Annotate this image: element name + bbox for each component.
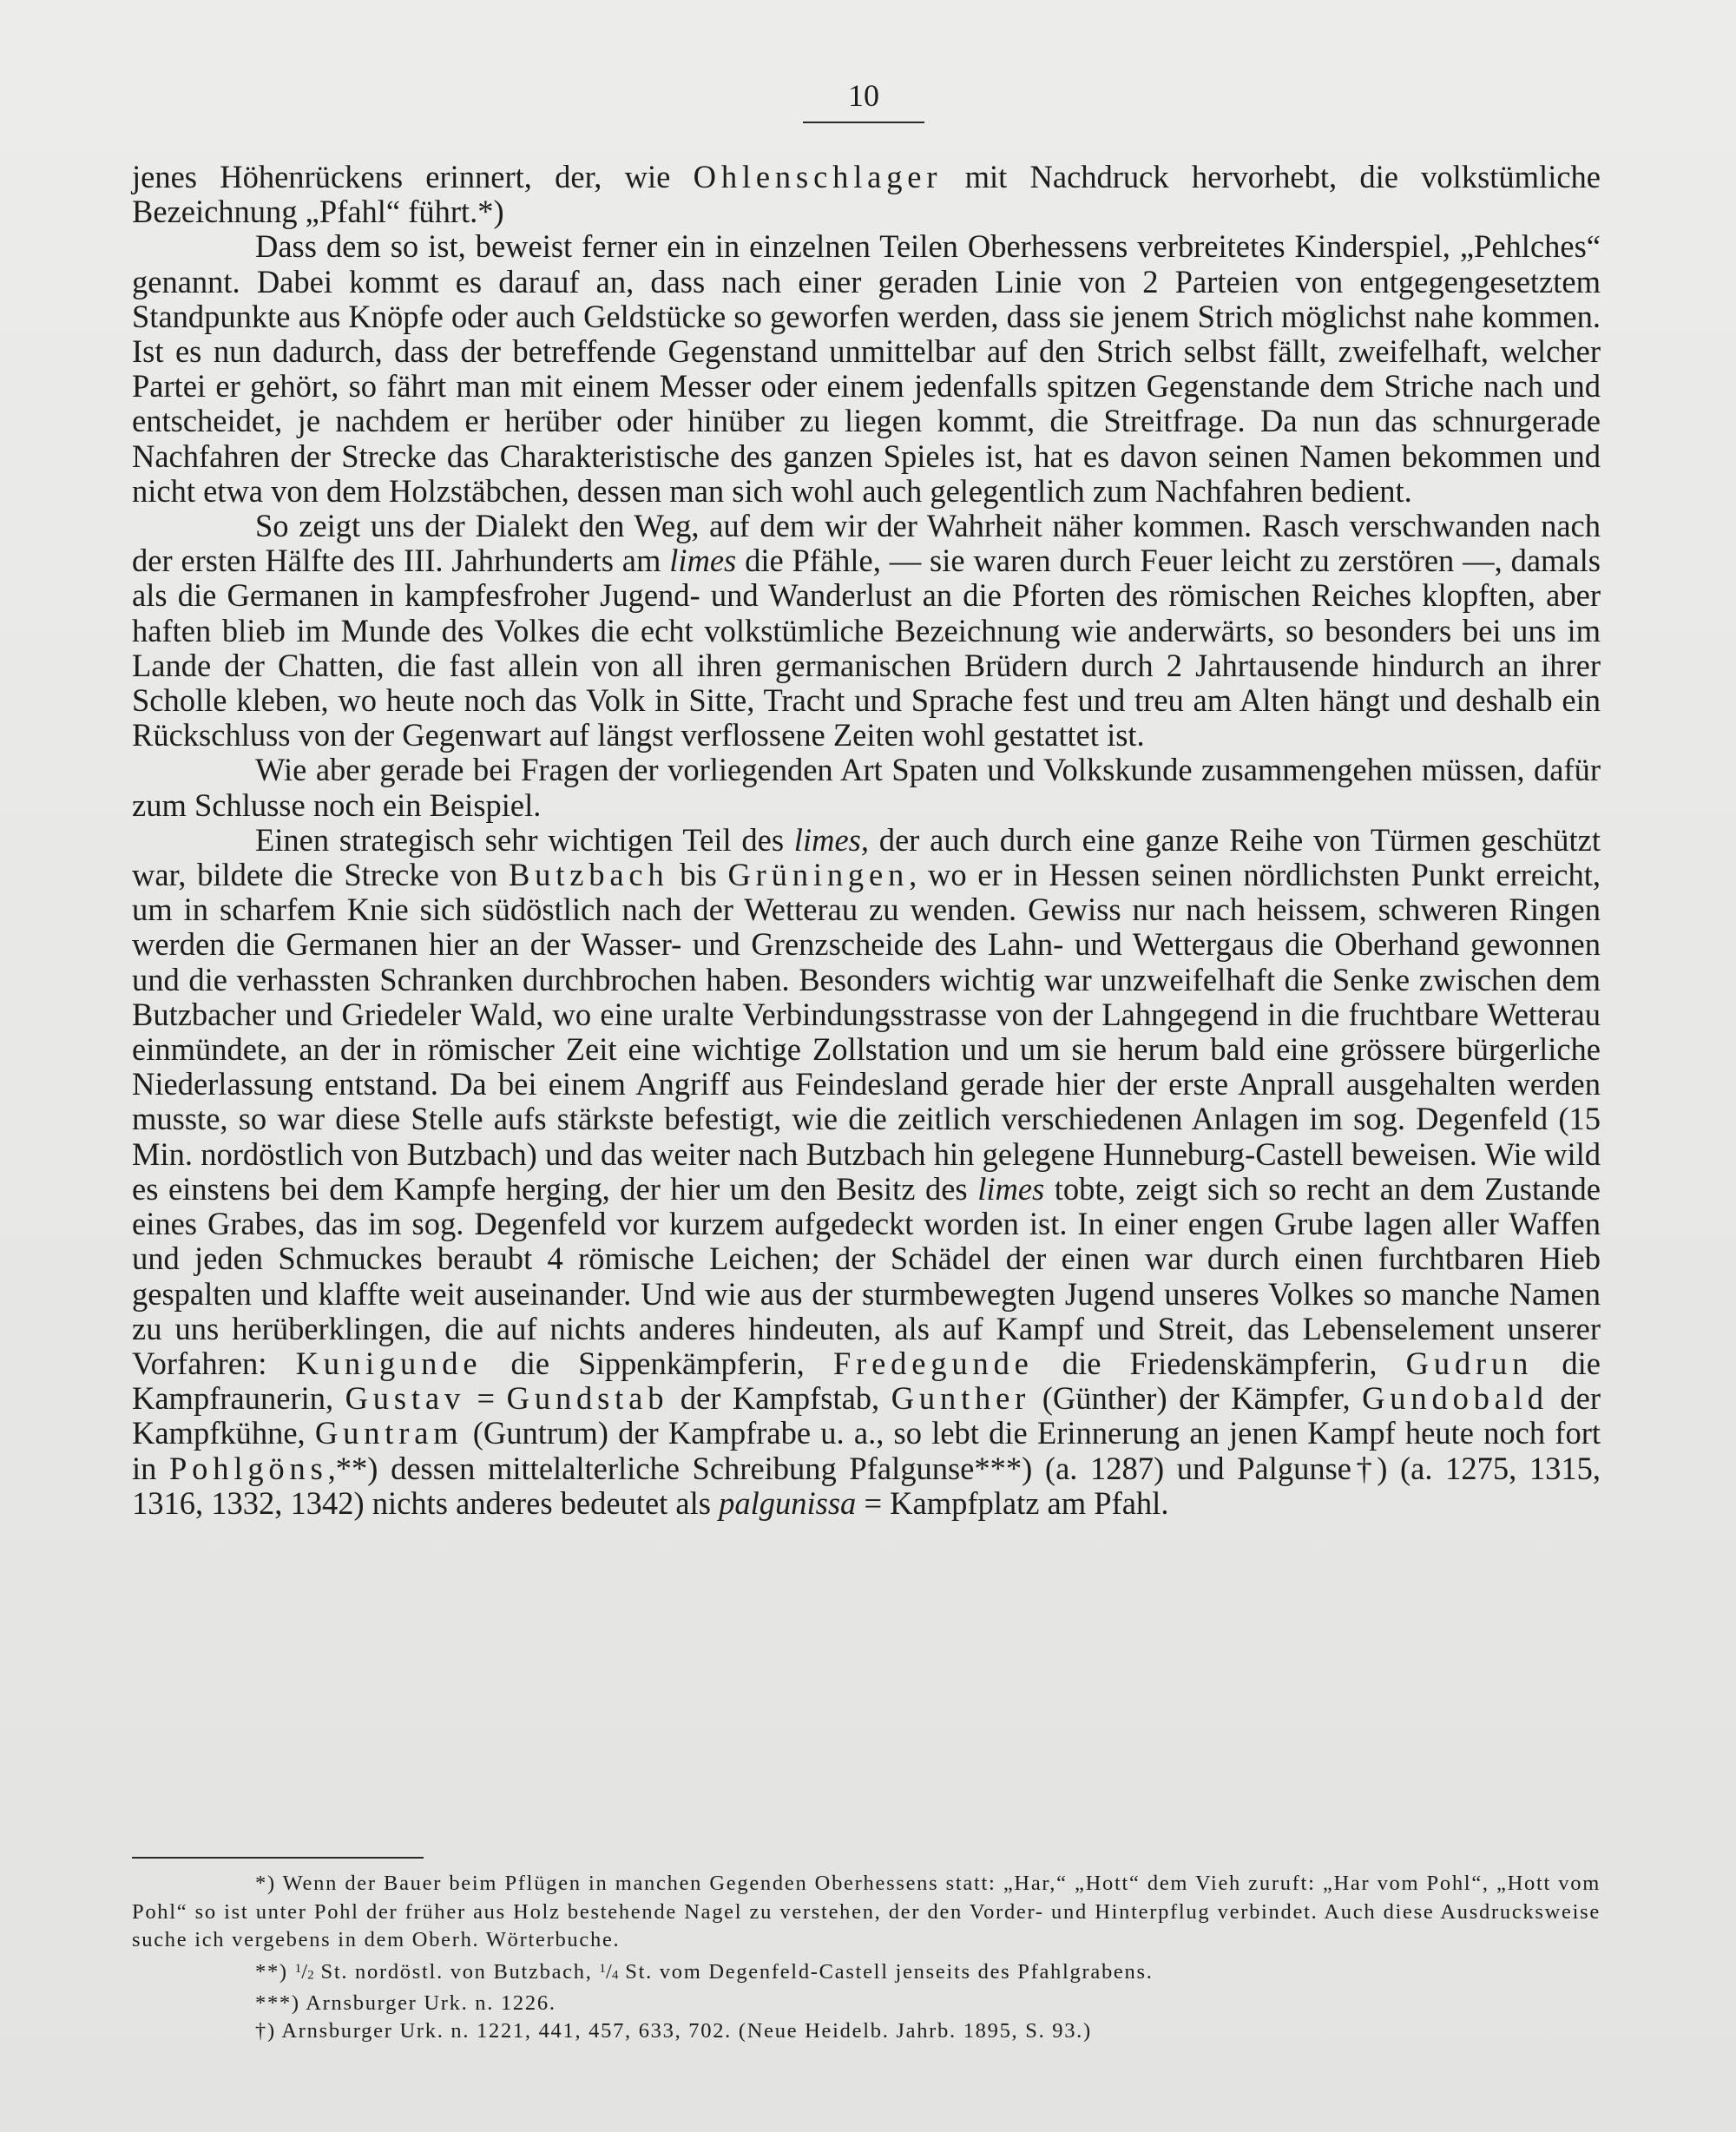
text-run: die Pfähle, — sie waren durch Feuer leicht zu zerstören —, damals als die Germanen in kampfesfroher Jugend- und Wanderlust an die Pforten des römischen Reiches klopften, aber haften blieb im Munde des Volkes die echt volkstümliche Bezeichnung wie anderwärts, so besonders bei uns im Lande der Chatten, die fast allein von all ihren germanischen Brüdern durch 2 Jahrtausende hindurch an ihrer Scholle kleben, wo heute noch das Volk in Sitte, Tracht und Sprache fest und treu am Alten hängt und deshalb ein Rückschluss von der Gegenwart auf längst verflossene Zeiten wohl gestattet ist. — [132, 543, 1601, 753]
spaced-name: Gudrun — [1405, 1345, 1534, 1381]
fraction-numerator: 1 — [294, 1960, 302, 1976]
footnote-3 — [132, 1990, 1601, 2018]
text-run: †) Arnsburger Urk. n. 1221, 441, 457, 633, 702. (Neue Heidelb. Jahrb. 1895, S. 93.) — [255, 2019, 1092, 2043]
text-run: die Sippenkämpferin, — [482, 1345, 833, 1381]
spaced-name: Gundobald — [1362, 1380, 1549, 1417]
text-run: der auch durch eine ganze Reihe von Türmen geschützt war, bildete die Strecke von — [132, 821, 1601, 893]
italic-term: palgunissa — [719, 1484, 857, 1521]
text-run: (Günther) der Kämpfer, — [1030, 1380, 1363, 1417]
text-run: *) Wenn der Bauer beim Pflügen in manchen Gegenden Oberhessens statt: „Har,“ „Hott“ dem Vieh zuruft: „Har vom Pohl“, „Hott vom Pohl“ so ist unter Pohl der früher aus Holz bestehende Nagel zu verstehen, der den Vorder- und Hinterpflug verbindet. Auch diese Ausdrucksweise suche ich vergebens in dem Oberh. Wörterbuche. — [132, 1872, 1601, 1951]
fraction-slash: / — [301, 1959, 308, 1984]
text-run: = — [465, 1380, 507, 1417]
page-number: 10 — [848, 78, 879, 113]
text-run: **) — [255, 1959, 295, 1984]
paragraph-2 — [132, 229, 1601, 509]
spaced-name: Ohlenschlager — [693, 159, 943, 194]
text-run: = Kampfplatz am Pfahl. — [856, 1484, 1169, 1521]
text-run: , wo er in Hessen seinen nördlichsten Punkt erreicht, um in scharfem Knie sich südöstlich nach der Wetterau zu wenden. Gewiss nur nach heissem, schweren Ringen werden die Germanen hier an der Wasser- und Grenzscheide des Lahn- und Wettergaus die Oberhand gewonnen und die verhassten Schranken durchbrochen haben. Besonders wichtig war unzweifelhaft die Senke zwischen dem Butzbacher und Griedeler Wald, wo eine uralte Verbindungsstrasse von der Lahngegend in die fruchtbare Wetterau einmündete, an der in römischer Zeit eine wichtige Zollstation und um sie herum bald eine grössere bürgerliche Niederlassung entstand. Da bei einem Angriff aus Feindesland gerade hier der erste Anprall ausgehalten werden musste, so war diese Stelle aufs stärkste befestigt, wie die zeitlich verschiedenen Anlagen im sog. Degenfeld (15 Min. nordöstlich von Butzbach) und das weiter nach Butzbach hin gelegene Hunneburg-Castell beweisen. Wie wild es einstens bei dem Kampfe herging, der hier um den Besitz des — [132, 857, 1601, 1207]
text-run: So zeigt uns der Dialekt den Weg, auf dem wir der Wahrheit näher kommen. Rasch verschwanden nach der ersten Hälfte des III. Jahrhunderts am — [132, 508, 1601, 579]
paragraph-4 — [132, 753, 1601, 822]
italic-term: limes — [977, 1170, 1045, 1207]
text-run: die Kampfraunerin, — [132, 1345, 1601, 1417]
page-number-rule — [803, 122, 924, 123]
text-run: Dass dem so ist, beweist ferner ein in einzelnen Teilen Oberhessens verbreitetes Kinderspiel, „Pehlches“ genannt. Dabei kommt es darauf an, dass nach einer geraden Linie von 2 Parteien von entgegengesetztem Standpunkte aus Knöpfe oder auch Geldstücke so geworfen werden, dass sie jenem Strich möglichst nahe kommen. Ist es nun dadurch, dass der betreffende Gegenstand unmittelbar auf den Strich selbst fällt, zweifelhaft, welcher Partei er gehört, so fährt man mit einem Messer oder einem jedenfalls spitzen Gegenstande dem Striche nach und entscheidet, je nachdem er herüber oder hinüber zu liegen kommt, die Streitfrage. Da nun das schnurgerade Nachfahren der Strecke das Charakteristische des ganzen Spieles ist, hat es davon seinen Namen bekommen und nicht etwa von dem Holzstäbchen, dessen man sich wohl auch gelegentlich zum Nachfahren bedient. — [132, 228, 1601, 509]
spaced-name: Guntram — [314, 1415, 464, 1451]
paragraph-3 — [132, 509, 1601, 753]
spaced-name: Gunther — [891, 1380, 1031, 1417]
text-run: ,**) dessen mittelalterliche Schreibung Pfalgunse***) (a. 1287) und Palgunse†) (a. 1275, 1315, 1316, 1332, 1342) nichts anderes bedeutet als — [132, 1450, 1601, 1521]
text-run: (Guntrum) der Kampfrabe u. a., so lebt die Erinnerung an jenen Kampf heute noch fort in — [132, 1415, 1601, 1486]
footnote-1 — [132, 1870, 1601, 1955]
spaced-name: Gundstab — [506, 1380, 669, 1417]
spaced-name: Kunigunde — [295, 1345, 483, 1381]
text-run: ***) Arnsburger Urk. n. 1226. — [255, 1991, 556, 2015]
spaced-name: Grüningen — [727, 857, 910, 893]
italic-term: limes, — [793, 821, 869, 858]
fraction-denominator: 2 — [307, 1967, 314, 1983]
text-run: jenes Höhenrückens erinnert, der, wie — [132, 159, 694, 194]
footnote-4 — [132, 2017, 1601, 2046]
text-run: Wie aber gerade bei Fragen der vorliegenden Art Spaten und Volkskunde zusammengehen müssen, dafür zum Schlusse noch ein Beispiel. — [132, 752, 1601, 823]
footnote-divider — [132, 1857, 424, 1859]
footnotes — [132, 1870, 1601, 2046]
italic-term: limes — [669, 543, 737, 579]
spaced-name: Gustav — [345, 1380, 466, 1417]
text-run: der Kampfkühne, — [132, 1380, 1601, 1451]
footnote-2 — [132, 1955, 1601, 1990]
fraction-numerator: 1 — [599, 1960, 606, 1976]
spaced-name: Fredegunde — [833, 1345, 1034, 1381]
fraction-slash: / — [606, 1959, 612, 1984]
paragraph-1 — [132, 160, 1601, 229]
spaced-name: Pohlgöns — [169, 1450, 328, 1486]
text-run: mit Nachdruck hervorhebt, die volkstümliche Bezeichnung „Pfahl“ führt.*) — [132, 159, 1601, 230]
text-run: der Kampfstab, — [668, 1380, 891, 1417]
text-run: die Friedenskämpferin, — [1033, 1345, 1406, 1381]
text-run: bis — [668, 857, 728, 893]
text-run: Einen strategisch sehr wichtigen Teil des — [255, 821, 794, 858]
paragraph-5 — [132, 823, 1601, 1521]
text-run: St. vom Degenfeld-Castell jenseits des Pfahlgrabens. — [618, 1959, 1154, 1984]
main-text — [132, 160, 1601, 1521]
text-run: St. nordöstl. von Butzbach, — [313, 1959, 600, 1984]
text-run: tobte, zeigt sich so recht an dem Zustande eines Grabes, das im sog. Degenfeld vor kurzem aufgedeckt worden ist. In einer engen Grube lagen aller Waffen und jeden Schmuckes beraubt 4 römische Leichen; der Schädel der einen war durch einen furchtbaren Hieb gespalten und klaffte weit auseinander. Und wie aus der sturmbewegten Jugend unseres Volkes so manche Namen zu uns herüberklingen, die auf nichts anderes hindeuten, als auf Kampf und Streit, das Lebenselement unserer Vorfahren: — [132, 1170, 1601, 1381]
fraction-denominator: 4 — [611, 1967, 619, 1983]
spaced-name: Butzbach — [508, 857, 669, 893]
